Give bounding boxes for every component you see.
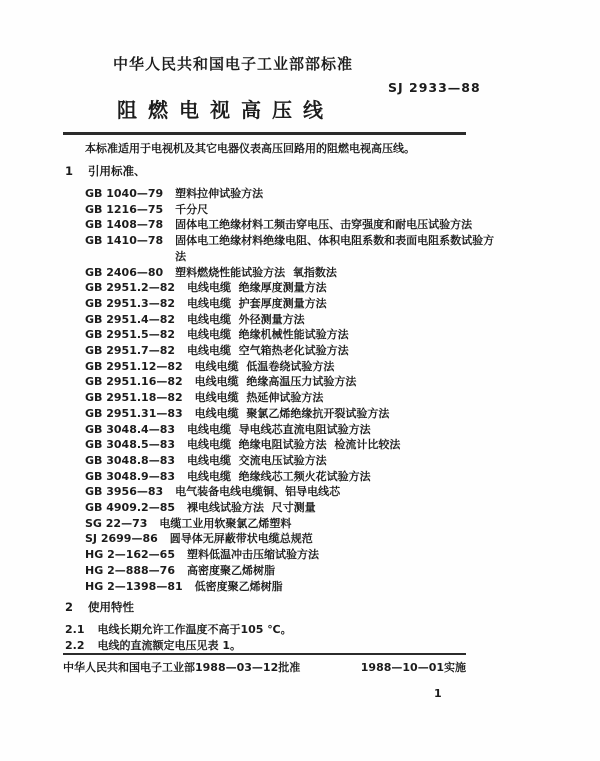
scope-paragraph: 本标准适用于电视机及其它电器仪表高压回路用的阻燃电视高压线。 [85,142,415,155]
reference-title-block [187,469,371,485]
reference-title-block [187,296,327,312]
reference-item [85,547,494,563]
reference-title-block [187,312,305,328]
clause-2-1 [65,622,292,637]
reference-code: GB 1040—79 [85,187,164,200]
reference-item [85,343,494,359]
reference-code: HG 2—888—76 [85,563,175,577]
reference-item [85,233,494,264]
reference-item [85,484,494,500]
clause-2-2-text: 电线的直流额定电压见表 1。 [97,639,241,652]
reference-code: GB 1408—78 [85,218,164,232]
reference-title: 电线电缆 绝缘机械性能试验方法 [187,328,349,342]
approval-text: 中华人民共和国电子工业部1988—03—12批准 [63,661,301,674]
reference-code: SJ 2699—86 [85,532,158,546]
clause-2-1-number: 2.1 [65,623,85,636]
reference-item [85,186,494,202]
reference-item [85,374,494,390]
section-1-title: 引用标准、 [88,164,146,178]
reference-code: GB 2406—80 [85,265,164,279]
reference-title-block [195,374,357,390]
reference-code: GB 3048.4—83 [85,422,175,436]
standard-authority: 中华人民共和国电子工业部部标准 [113,55,354,73]
reference-title-block [187,547,319,563]
reference-title: 电线电缆 外径测量方法 [187,312,305,326]
reference-code: GB 2951.7—82 [85,344,175,358]
reference-title: 低密度聚乙烯树脂 [194,579,283,593]
reference-code: GB 3048.9—83 [85,469,175,483]
reference-code: GB 2951.3—82 [85,296,175,310]
reference-code: GB 2951.4—82 [85,312,175,326]
reference-code: GB 3048.5—83 [85,438,175,452]
reference-title-block [195,406,390,422]
reference-title-block [187,327,349,343]
reference-title: 塑料燃烧性能试验方法 氧指数法 [175,265,337,279]
reference-title-block [195,579,283,595]
reference-title: 电线电缆 绝缘线芯工频火花试验方法 [187,469,371,483]
reference-code: GB 2951.2—82 [85,281,175,295]
reference-title: 电线电缆 热延伸试验方法 [194,391,324,405]
reference-title-block [175,484,340,500]
reference-code: GB 2951.16—82 [85,375,183,389]
reference-item [85,327,494,343]
reference-item [85,500,494,516]
reference-item [85,296,494,312]
reference-code: GB 3956—83 [85,485,164,499]
reference-item [85,563,494,579]
reference-item [85,217,494,233]
section-2-number: 2 [65,600,74,614]
section-1-number: 1 [65,164,74,178]
implementation-text: 1988—10—01实施 [360,661,466,674]
reference-code: GB 2951.12—82 [85,359,183,373]
reference-title: 电线电缆 聚氯乙烯绝缘抗开裂试验方法 [194,406,390,420]
reference-item [85,406,494,422]
reference-code: GB 1216—75 [85,202,164,216]
reference-title-block [175,186,263,202]
reference-item [85,280,494,296]
reference-code: HG 2—1398—81 [85,579,183,593]
reference-title-block [187,563,275,579]
reference-title: 固体电工绝缘材料工频击穿电压、击穿强度和耐电压试验方法 [175,218,473,232]
reference-title-block [170,531,313,547]
reference-title-block [195,359,335,375]
reference-code: GB 3048.8—83 [85,453,175,467]
reference-title: 电线电缆 护套厚度测量方法 [187,296,327,310]
reference-title-block [187,437,400,453]
reference-code: GB 2951.5—82 [85,328,175,342]
reference-item [85,359,494,375]
reference-item [85,422,494,438]
reference-title-continuation: 法 [175,249,187,263]
reference-code: GB 1410—78 [85,234,164,248]
section-1-heading [65,164,146,179]
header-rule [63,132,466,135]
reference-item [85,469,494,485]
footer-rule [63,653,466,655]
page-number: 1 [434,687,442,700]
clause-2-1-text: 电线长期允许工作温度不高于105 ℃。 [97,623,292,636]
reference-title: 高密度聚乙烯树脂 [187,563,275,577]
reference-title-block [187,500,316,516]
reference-item [85,312,494,328]
reference-code: GB 2951.31—83 [85,406,183,420]
reference-title: 电线电缆 绝缘高温压力试验方法 [194,375,357,389]
clause-2-2 [65,638,241,653]
reference-title-block [175,233,494,264]
document-title: 阻燃电视高压线 [117,98,334,122]
reference-item [85,453,494,469]
reference-standards-list [85,186,494,594]
reference-title: 电线电缆 绝缘电阻试验方法 检流计比较法 [187,438,401,452]
reference-code: GB 4909.2—85 [85,501,175,515]
reference-title-block [195,390,324,406]
reference-title-block [187,422,371,438]
clause-2-2-number: 2.2 [65,639,85,652]
reference-title: 塑料低温冲击压缩试验方法 [187,548,319,562]
reference-title-block [175,265,337,281]
reference-title: 千分尺 [175,202,209,216]
reference-code: SG 22—73 [85,516,148,530]
reference-title-block [175,217,472,233]
reference-title-block [187,343,349,359]
reference-item [85,202,494,218]
reference-title: 电线电缆 导电线芯直流电阻试验方法 [187,422,371,436]
reference-item [85,579,494,595]
footer [63,659,466,675]
reference-title-block [187,280,327,296]
reference-title: 电线电缆 绝缘厚度测量方法 [187,281,327,295]
reference-code: HG 2—162—65 [85,548,175,562]
reference-title-block [159,516,291,532]
reference-title: 电气装备电线电缆铜、铝导电线芯 [175,485,341,499]
reference-item [85,516,494,532]
reference-title: 塑料拉伸试验方法 [175,187,264,200]
section-2-title: 使用特性 [88,600,135,614]
reference-code: GB 2951.18—82 [85,391,183,405]
section-2-heading [65,600,134,615]
reference-item [85,390,494,406]
reference-title: 圆导体无屏蔽带状电缆总规范 [169,532,313,546]
standard-number: SJ 2933—88 [388,80,481,95]
reference-title: 电线电缆 交流电压试验方法 [187,453,327,467]
reference-title: 裸电线试验方法 尺寸测量 [187,501,316,515]
reference-title-block [187,453,327,469]
reference-item [85,531,494,547]
reference-title-block [175,202,208,218]
reference-item [85,265,494,281]
reference-title: 电线电缆 低温卷绕试验方法 [194,359,335,373]
reference-title: 电线电缆 空气箱热老化试验方法 [187,344,349,358]
reference-item [85,437,494,453]
reference-title: 电缆工业用软聚氯乙烯塑料 [159,516,292,530]
reference-title: 固体电工绝缘材料绝缘电阻、体积电阻系数和表面电阻系数试验方 [175,234,495,248]
